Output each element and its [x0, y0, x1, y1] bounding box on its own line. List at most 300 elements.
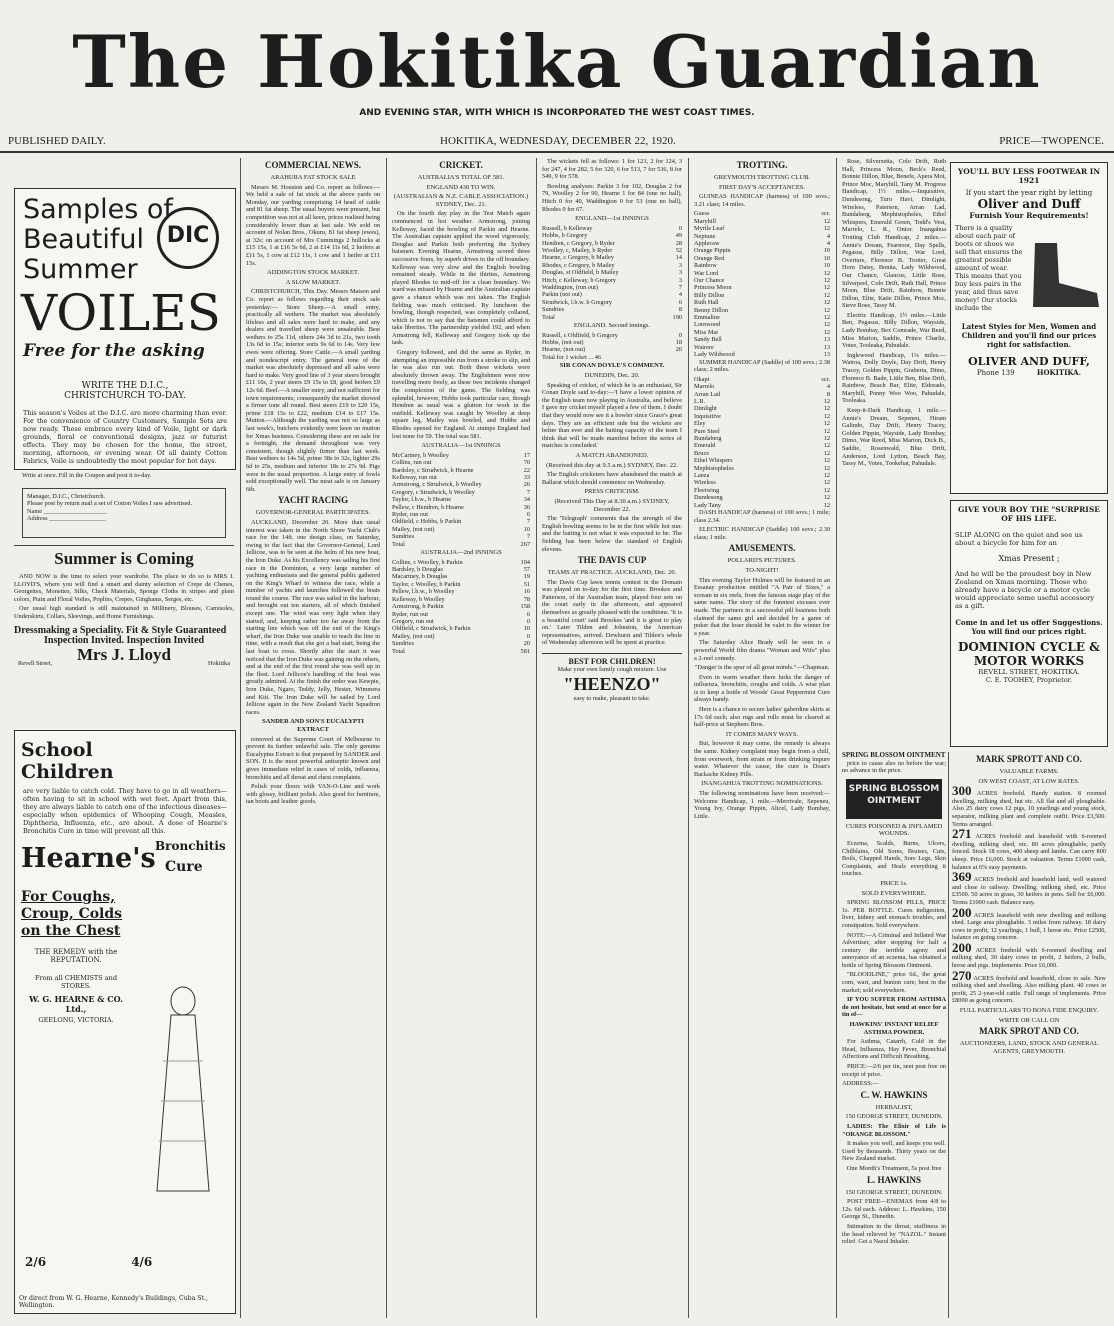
spring-head: SPRING BLOSSOM OINTMENT — [842, 752, 946, 759]
free-for-asking: Free for the asking — [23, 341, 205, 361]
farm-6-size: 270 — [952, 967, 972, 983]
comes-heading: IT COMES MANY WAYS. — [725, 730, 799, 738]
table-row — [694, 391, 830, 398]
row-name: Bruce — [694, 449, 710, 457]
hearne-direct: Or direct from W. G. Hearne, Kennedy's Buildings, Cuba St., Wellington. — [19, 1295, 208, 1309]
row-name: Hearne, c Gregory, b Mailey — [542, 254, 614, 262]
row-value: 12 — [823, 449, 830, 457]
row-value: 20 — [523, 640, 530, 648]
table-row — [694, 210, 830, 217]
row-name: Eley — [694, 420, 706, 428]
row-value: 158 — [520, 603, 530, 611]
coupon-address-field[interactable]: Address __________________ — [27, 515, 106, 523]
eng-innings-heading: ENGLAND—1st INNINGS — [575, 215, 649, 223]
row-name: Miss Mat — [694, 328, 718, 336]
row-value: 12 — [823, 486, 830, 494]
row-name: Collins, c Woolley, b Parkin — [392, 558, 463, 566]
row-value: 17 — [523, 451, 530, 459]
table-row — [694, 292, 830, 299]
hearne-company: W. G. HEARNE & CO. Ltd., — [29, 994, 123, 1014]
inangahua-heading: INANGAHUA TROTTING NOMINATIONS. — [701, 780, 823, 788]
farm-2-size: 271 — [952, 826, 972, 842]
lloyd-body: AND NOW is the time to select your wardrobe. The place to do so is MRS J. LLOYD'S, where you will find a smart and dainty selection of Crepe de Chenes, Georgettes, Monettes, Silks, Check Materials, Sponge Cloths in stripes and plain colors, Piain and Floral Voiles, Poplins, Crepes, Ginghams, Serges, etc. — [14, 573, 234, 603]
dominion-name: DOMINION CYCLE & MOTOR WORKS — [958, 640, 1100, 668]
aus-innings-heading: AUSTRALIA—1st INNINGS — [421, 442, 501, 450]
cricket-continued-column — [542, 158, 682, 1318]
table-row: Total 581 — [392, 647, 530, 655]
row-name: Princess Moon — [694, 284, 732, 292]
table-row — [694, 494, 830, 501]
table-row — [694, 218, 830, 225]
mark-sprott-advertisement — [952, 752, 1106, 1318]
davis-cup-body: The Davis Cup lawn tennis contest in the Domain was played on to-day for the first time. Brookes and Patterson, of the Australian team, played four sets on the court early in the afternoon, and appeared themselves as greatly pleased with the conditions. 'It is a beautiful court' said Brookes 'and it is great to play on.' Later Tilden and Johnston, the American representatives, arrived. Dewhurst and Tilden's whole of Wednesday afternoon will be spent at practice. — [542, 578, 682, 647]
row-name: Sundries — [392, 533, 415, 541]
cricket-body-2: Gregory followed, and did the same as Ryder, in attempting an impossible run from a stroke to slip, and he was also run out. Both these wickets were absolutely thrown away. The Englishmen were now travelling more freely, as these two incidents changed the complexion of the game. The fielding was splendid, however, Hobbs took particular care, though Hendren as usual was a glutton for work in the outfield. Kelleway was caught by Woolley at deep square leg, Mailey was bowled, and Hobbs and Rhodes opened for England. At stumps England had lost none for 59. The total was 581. — [392, 349, 530, 440]
row-name: Mailey, (not out) — [392, 525, 435, 533]
spring-head-sub: price to cause also no before the war; no advance in the price. — [842, 759, 946, 775]
row-name: Rhodes, c Gregory, b Mailey — [542, 261, 615, 269]
england-to-win: ENGLAND 430 TO WIN. — [426, 183, 496, 191]
table-row — [542, 232, 682, 239]
farm-4: ACRES leasehold with new dwelling and milking shed. Large area ploughable. 3 miles from railway. 18 dairy cows in profit, 12 yearlings, 1 bull, 1 horse etc. Price £2500, balance on going concern. — [952, 911, 1106, 942]
row-value: 12 — [823, 328, 830, 336]
lloyd-body-2: Our usual high standard is still maintained in Millinery, Blouses, Camisoles, Underskirts, Collars, Sleevings, and Home Furnishings. — [14, 605, 234, 620]
farm-5: ACRES freehold with 6-roomed dwelling and milking shed, 30 dairy cows in profit, 2 heifers, 2 bulls, horse and pigs. Implements. Price £6,000. — [952, 946, 1106, 970]
row-name: Kelleway, b Woolley — [392, 595, 445, 603]
oliver-name: OLIVER AND DUFF, — [968, 355, 1090, 368]
row-value: 57 — [523, 566, 530, 574]
cricket-heading: CRICKET. — [439, 160, 483, 170]
row-name: Taylor, l.b.w., b Hearne — [392, 496, 452, 504]
row-name: Ruth Hall — [694, 299, 719, 307]
trotting-heading: TROTTING. — [736, 160, 788, 170]
row-value: 12 — [823, 291, 830, 299]
row-name: Bundaberg — [694, 434, 722, 442]
table-row — [694, 329, 830, 336]
row-value: 3 — [678, 269, 682, 277]
table-row — [694, 344, 830, 351]
row-value: 6 — [526, 610, 530, 618]
sprott-sub: VALUABLE FARMS. — [999, 768, 1059, 775]
doyle-sub: DUNEDIN, Dec. 20. — [584, 372, 640, 380]
abandoned-body: The English cricketers have abandoned the match at Ballarat which should commence on Wednesday. — [542, 471, 682, 486]
spring-sold: SOLD EVERYWHERE. — [861, 889, 927, 897]
dash-handicap: DASH HANDICAP (harness) of 100 sovs.; 1 mile; class 2.34. — [694, 509, 830, 524]
farm-1-size: 300 — [952, 783, 972, 799]
row-name: Pellew, l.b.w., b Woolley — [392, 588, 455, 596]
table-row — [694, 420, 830, 427]
row-name: Orange Pippin — [694, 247, 731, 255]
row-name: Ryder, run out — [392, 511, 429, 519]
row-value: 12 — [823, 412, 830, 420]
table-row — [392, 481, 530, 488]
arahura-heading: ARAHURA FAT STOCK SALE — [270, 174, 356, 181]
press-heading: PRESS CRITICISM. — [584, 488, 640, 496]
farm-3-size: 369 — [952, 869, 972, 885]
row-value: 51 — [523, 580, 530, 588]
yacht-heading: YACHT RACING — [277, 495, 349, 506]
row-name: Mephistopheles — [694, 464, 734, 472]
coupon-address-label: Address — [27, 515, 48, 523]
table-row — [694, 398, 830, 405]
row-value: 10 — [523, 625, 530, 633]
table-row — [694, 376, 830, 383]
coupon-addressee: Manager, D.I.C., Christchurch. — [27, 492, 106, 500]
table-row — [542, 306, 682, 313]
best-for-children: BEST FOR CHILDREN! — [568, 657, 656, 667]
arahura-body: Messrs M. Houston and Co. report as follows:— We held a sale of fat stock at the above yards on Monday, our yarding comprising 14 head of cattle and 81 fat sheep. The usual buyers were present, but competition was not at all keen, prices realised being considerably lower than at last sale. We sold on account of Nolan Bros., Okuru, 81 fat sheep (ewes), at 32s; on account of Mrs Cummings 2 bullocks at £15 15s, 1 at £16 5s 6d, 2 at £14 11s 6d, 2 heifers at £11 5s, 1 cow at £12 11s, 1 cow and 1 heifer at £11 15s. — [246, 183, 380, 267]
row-value: 7 — [526, 488, 530, 496]
oliver-body: There is a quality about each pair of boots or shoes we sell that ensures the greatest possible amount of wear. This means that you buy less pairs in the year, and thus save money! Our stocks include the — [955, 224, 1023, 312]
row-value: 12 — [823, 442, 830, 450]
oliver-slogan: YOU'LL BUY LESS FOOTWEAR IN 1921 — [957, 167, 1101, 185]
table-row — [694, 225, 830, 232]
inangahua-body: The following nominations have been received:— Welcome Handicap, 1 mile.—Merrivale, Sepeneu, Young Ivy, Orange Pippin, Alicel, Lady Bombay, Little. — [694, 790, 830, 820]
oliver-phone: Phone 139 — [976, 369, 1015, 377]
table-row — [542, 225, 682, 232]
row-value: 28 — [675, 239, 682, 247]
row-value: scr. — [821, 210, 830, 218]
hawkins-herbalist: HERBALIST, — [875, 1103, 913, 1111]
lloyd-name: Mrs J. Lloyd — [77, 644, 171, 664]
spring-placard: SPRING BLOSSOM OINTMENT — [846, 779, 942, 819]
table-row — [694, 487, 830, 494]
school-children-heading: School Children — [21, 739, 114, 783]
amusements-heading: AMUSEMENTS. — [728, 543, 796, 554]
row-name: Hobbs, (not out) — [542, 339, 584, 347]
row-value: 4 — [678, 291, 682, 299]
row-value: 7 — [526, 533, 530, 541]
spring-asthma: IF YOU SUFFER FROM ASTHMA do not hesitate, but send at once for a tin of— — [842, 996, 946, 1019]
table-row — [392, 625, 530, 632]
table-row — [392, 489, 530, 496]
dominion-slip: SLIP ALONG on the quiet and see us about a bicycle for him for an — [955, 531, 1083, 547]
table-row — [694, 472, 830, 479]
row-name: Lanza — [694, 471, 710, 479]
danger-body: Even in warm weather there lurks the danger of influenza, bronchitis, coughs and colds. A wise plan is to keep a bottle of Woods' Great Peppermint Cure always handy. — [694, 673, 830, 704]
table-row — [542, 346, 682, 353]
row-name: Strudwick, l.b.w. b Gregory — [542, 298, 613, 306]
row-value: 12 — [823, 434, 830, 442]
hawkins-address: ADDRESS:— — [842, 1080, 879, 1088]
row-name: Lady Tany — [694, 501, 721, 509]
row-value: 12 — [823, 420, 830, 428]
summer-entries — [694, 376, 830, 509]
sprott-full: FULL PARTICULARS TO BONA FIDE ENQUIRY. — [959, 1007, 1099, 1015]
abandoned-heading: A MATCH ABANDONED. — [575, 451, 649, 459]
row-name: Armstrong, c Strudwick, b Woolley — [392, 481, 482, 489]
row-value: 10 — [823, 254, 830, 262]
row-name: Billy Dillon — [694, 291, 725, 299]
table-row — [392, 533, 530, 540]
oliver-town: HOKITIKA. — [1036, 368, 1082, 377]
spring-price: PRICE 1s. — [880, 879, 908, 887]
row-value: 19 — [523, 573, 530, 581]
lloyd-heading: Summer is Coming — [54, 549, 194, 568]
table-row — [694, 336, 830, 343]
row-name: Gregory, c Strudwick, b Woolley — [392, 488, 475, 496]
row-value: 12 — [823, 306, 830, 314]
masthead-subtitle: AND EVENING STAR, WITH WHICH IS INCORPORATED THE WEST COAST TIMES. — [359, 108, 755, 118]
nominations-body: Rose, Silverzetta, Colo Drift, Ruth Hall, Princess Moon, Beck's Reed, Bonnie Dillon, Blue, Benefe, Apera Mot, Prince Moc, Maryhill, Tany M. Progress Handicap, 1½ miles.—Inquisitive, Dundesong, Turo Havi, Dimlight, Wireless, Paterson, Arran Lad, Bundaberg, Mephistopheles, Ethel Whispers, Emerald Green, Todd's Vest, Marrelo, L. R., Onior. Inangahua Trotting Club Handicap, 2 miles.—Annie's Dream, Fearnoor, Day Spells, Pegasus, Billy Dillon, War Lord, Overture, Florence B. Trotter, Great Horn Daisy, Bonita, Lady Wildwood, Our Chance, Glaucus, Little Rose, Silverpeel, Colo Drift, Ruth Hall, Prince Moon, Blue Drift, Rainbow, Bonnie Dillon, Elite, Katie Dillon, Prince Moc, Steve Rose, Tassy M. — [842, 158, 946, 310]
table-row — [542, 247, 682, 254]
table-row — [392, 504, 530, 511]
column-rule — [536, 158, 537, 1318]
comes-body: But, however it may come, the remedy is always the same. Kidney complaint may begin from a chill, from overwork, from strain or from drinking impure water. Whatever the cause, the cure is Doan's Backache Kidney Pills. — [694, 740, 830, 778]
row-value: 13 — [823, 351, 830, 359]
dominion-advertisement — [950, 500, 1108, 747]
row-value: 12 — [823, 427, 830, 435]
row-name: Fleetwing — [694, 486, 720, 494]
spring-note: NOTE:—A Criminal and Inflated War Advertiser, after stopping for half a century the terrible agony and annoyance of an eczema, has obtained a bottle of Spring Blossom Ointment. — [842, 931, 946, 969]
row-value: 12 — [823, 277, 830, 285]
row-value: 12 — [823, 299, 830, 307]
eng-second-innings — [542, 332, 682, 354]
table-row — [694, 233, 830, 240]
post-free: POST FREE—ENEMAS from 4/8 to 12s. 6d each. Address: L. Hawkins, 150 George St., Dunedin. — [842, 1198, 946, 1221]
row-name: Okapi — [694, 375, 710, 383]
table-row — [694, 435, 830, 442]
month-treatment: One Month's Treatment, 5s post free — [846, 1164, 942, 1172]
row-value: 6 — [526, 511, 530, 519]
cure-label: Cure — [165, 859, 203, 875]
row-name: Maryhill — [694, 217, 717, 225]
inspection-line: Inspection Invited. Inspection Invited — [43, 635, 205, 647]
electric-handicap: ELECTRIC HANDICAP (Saddle) 100 sovs.; 2.30 class; 1 mile. — [694, 526, 830, 541]
price: PRICE—TWOPENCE. — [999, 135, 1104, 147]
table-row — [542, 291, 682, 298]
row-name: Macartney, b Douglas — [392, 573, 448, 581]
row-value: 104 — [520, 558, 530, 566]
lloyd-town: Hokitika — [207, 660, 230, 668]
row-name: Ryder, run out — [392, 610, 429, 618]
table-row — [392, 518, 530, 525]
row-name: Hitch, c Kelleway, b Gregory — [542, 276, 617, 284]
sander-heading: SANDER AND SON'S EUCALYPTI EXTRACT — [262, 718, 364, 733]
nazol: Intimation in the throat, stuffiness in the head relieved by "NAZOL." Instant relief. Get a Nazol Inhaler. — [842, 1222, 946, 1246]
dominion-proud: And he will be the proudest boy in New Zealand on Xmas morning. Those who already have a bicycle or a motor cycle would appreciate some useful accessory as a gift. — [955, 570, 1095, 610]
dic-coupon[interactable] — [22, 488, 226, 538]
table-row — [542, 284, 682, 291]
oliver-duff-advertisement — [950, 162, 1108, 494]
sprott-west: ON WEST COAST, AT LOW RATES. — [978, 777, 1080, 785]
cable-line: (AUSTRALIAN & N.Z. CABLE ASSOCIATION.) SYDNEY, Dec. 21. — [393, 193, 529, 208]
eng-first-innings — [542, 225, 682, 321]
oliver-if: If you start the year right by letting — [965, 189, 1093, 197]
doyle-heading: SIR CONAN DOYLE'S COMMENT. — [559, 362, 665, 370]
table-row — [542, 277, 682, 284]
sander-body: removed at the Supreme Court of Melbourne to prevent its further unlawful sale. The only genuine Eucalyptus Extract is that prepared by SANDER and SON. It is the most powerful antiseptic known and gives immediate relief in cases of colds, influenza, bronchitis and all throat and chest complaints. — [246, 735, 380, 781]
summer-handicap: SUMMER HANDICAP (Saddle) of 100 sovs.; 2.38 class; 2 miles. — [694, 358, 830, 374]
row-value: 12 — [823, 501, 830, 509]
lloyd-advertisement — [14, 545, 234, 721]
l-hawkins-address: 150 GEORGE STREET, DUNEDIN. — [845, 1188, 943, 1196]
hawkins-price: PRICE:—2/6 per tin, sent post free on receipt of price. — [842, 1063, 946, 1078]
dic-advertisement — [14, 188, 236, 470]
table-row — [694, 307, 830, 314]
table-row — [542, 332, 682, 339]
row-name: Parkin (not out) — [542, 291, 582, 299]
table-row — [392, 496, 530, 503]
heenzo-easy: easy to make, pleasant to take. — [573, 695, 651, 703]
dominion-street: REVELL STREET, HOKITIKA. — [978, 668, 1080, 676]
skirts-chance: Here is a chance to secure ladies' gaberdine skirts at 17s 6d each; also rugs and rolls must be cleared at half-price at Stephens Bros. — [694, 706, 830, 729]
column-rule — [948, 752, 949, 1318]
keepit-nominations: Keep-it-Dark Handicap, 1 mile.—Annie's Dream, Sepeneu, Hiram Galindo, Day Drift, Henry Tracey, Golden Pippin, Wayside, Lady Bombay, Dimo, War Reed, Miss Marion, Dick B., Saddie, Rosenwald, Blue Drift, Anderson, Lord Lytton, Beach Bay, Tassy M., Votee, Tookehat, Pahudale. — [842, 407, 946, 468]
row-name: Marrelo — [694, 383, 715, 391]
row-value: 6 — [678, 298, 682, 306]
table-row — [392, 559, 530, 566]
row-value: 8 — [826, 390, 830, 398]
table-row — [542, 240, 682, 247]
pollard-body: This evening Taylor Holmes will be featured in an Essanay production entitled "A Pair of Sixes," a scream in six reels, from the famous stage play of the same name. The story of the funniest excuses ever made. The partners in a successful pill business both claimed the same girl and decided by a game of poker that the loser should be valet to the winner for a year. — [694, 576, 830, 637]
yacht-body: AUCKLAND, December 20. More than usual interest was taken in the North Shore Yacht Club's race for the 14ft. one design class, on Saturday, owing to the fact that the Governor-General, Lord Jellicoe, was to be seen at the helm of his new boat, the Iron Duke. As his Excellency was sailing his first race in the Dominion, a very large number of yachting enthusiasts and the general public gathered on the King's Wharf to witness the race, while a number of yachts and launches followed the boats round the course. The race was sailed in the harbour, and brought out ten starters, all of which finished except one. The wind was very light when they started, and, keeping rather too far away from the starting line which was off the end of the King's wharf, the Iron Duke was unable to reach the line in time, with a result that she got a bad start, being the last boat to cross. Shortly after the start it was noticed that the Iron Duke was gaining on the others, and at the end of the first round she was well up in the fleet. Lord Jellicoe's handling of the boat was greatly admired. At the finish the order was Kewpie, Iron Duke, Ngaro, Teddy, Jelly, Hester, Wimmera and Kiti. The Iron Duke will be sailed by Lord Jellicoe again in the New Zealand Yacht Squadron races. — [246, 518, 380, 716]
table-row — [694, 270, 830, 277]
spring-blood: "BLOODLINE," price 6d., the great corn, wart, and bunion cure; best in the market; sold everywhere. — [842, 971, 946, 994]
guineas-entries — [694, 210, 830, 358]
row-name: Benny Dillon — [694, 306, 729, 314]
dominion-prop: C. E. TOOHEY, Proprietor. — [985, 676, 1073, 684]
row-name: Sundries — [542, 306, 565, 314]
table-row — [694, 502, 830, 509]
row-value: 14 — [675, 254, 682, 262]
masthead — [0, 0, 1114, 118]
row-value: 4 — [826, 232, 830, 240]
table-row — [392, 581, 530, 588]
aus-innings2-total: 581 — [520, 647, 530, 655]
hawkins-heading: HAWKINS' INSTANT RELIEF ASTHMA POWDER. — [849, 1021, 939, 1036]
row-value: 12 — [823, 217, 830, 225]
row-value: 12 — [823, 284, 830, 292]
table-row — [694, 479, 830, 486]
column-rule — [386, 158, 387, 1318]
table-row — [694, 284, 830, 291]
row-value: 0 — [526, 617, 530, 625]
oliver-firm: Oliver and Duff — [977, 197, 1081, 211]
press-body: The 'Telegraph' comments that the strength of the English bowling seems to be in the first while hot sun: and the batting is not what it was expected to be. The fielding has been below the standard of English elevens. — [542, 515, 682, 553]
dic-title-line-1: Samples of — [23, 194, 173, 225]
row-name: Wairere — [694, 343, 714, 351]
table-row — [392, 566, 530, 573]
electric-nominations: Electric Handicap, 1½ miles.—Little Ben, Pegasus, Billy Dillon, Wayside, Lady Bombay, Bex Comrade, War Reed, Miss Marion, Saddie, Prince Charlie, Votee, Tooleaka, Pahudale. — [842, 311, 946, 350]
row-name: Emerald — [694, 442, 716, 450]
row-value: 12 — [823, 457, 830, 465]
row-name: Guess — [694, 210, 710, 218]
row-name: Russell, c Oldfield, b Gregory — [542, 331, 618, 339]
coughs-heading: For Coughs, Croup, Colds on the Chest — [21, 889, 123, 939]
hawkins-name: C. W. HAWKINS — [860, 1089, 928, 1100]
l-hawkins: L. HAWKINS — [866, 1174, 921, 1185]
dic-title-line-3: Summer — [23, 254, 138, 285]
hawkins-street: 150 GEORGE STREET, DUNEDIN. — [845, 1113, 943, 1121]
aus-first-innings — [392, 452, 530, 548]
row-name: Oldfield, c Hobbs, b Parkin — [392, 518, 462, 526]
table-row — [392, 452, 530, 459]
table-row — [694, 428, 830, 435]
row-value: 12 — [823, 464, 830, 472]
sprott-auct: AUCTIONEERS, LAND, STOCK AND GENERAL AGENTS, GREYMOUTH. — [959, 1040, 1099, 1055]
farm-6: ACRES freehold and leasehold, close to sale. New milking shed and dwelling. Also milking plant. 40 cows in profit, 25 2-year-old cattle. Full range of implements. Price £8000 as going concern. — [952, 974, 1106, 1005]
davis-cup-heading: THE DAVIS CUP — [577, 555, 647, 566]
table-row — [392, 618, 530, 625]
row-name: Myrtle Leaf — [694, 225, 725, 233]
row-name: Emmaline — [694, 314, 720, 322]
table-row — [694, 457, 830, 464]
dic-title-line-2: Beautiful — [23, 224, 144, 255]
table-row — [392, 633, 530, 640]
aus-second-innings — [392, 559, 530, 655]
table-row — [542, 262, 682, 269]
table-row: Total 190 — [542, 313, 682, 321]
table-row — [542, 299, 682, 306]
dic-body: This season's Voiles at the D.I.C. are more charming than ever. For the convenience of Country Customers, Sample Sets are now ready. These embrace every kind of Voile, light or dark grounds, floral or conventional designs, jazz or futurist effects. They may be chosen for the home, the street, morning, afternoon, or evening wear. Of all dainty Cotton Fabrics, Voile is undoubtedly the most popular for hot days. — [23, 409, 227, 465]
row-name: Woolley, c, Mailey, b Ryder — [542, 246, 613, 254]
first-day: FIRST DAY'S ACCEPTANCES. — [718, 183, 806, 191]
column-rule — [688, 158, 689, 1318]
table-row — [694, 413, 830, 420]
table-row — [694, 262, 830, 269]
row-value: 22 — [523, 466, 530, 474]
inglewood-nominations: Inglewood Handicap, 1¼ miles.—Wairoa, Dolly Doyle, Day Drift, Henry Tracey, Golden Pippin, Graberta, Dimo, Florence B. Bade, Little Ben, Blue Drift, Rainbow, Beach Bar, Elite, Eldorado, Maryhill, Ponny Woo Woo, Pahudale, Tooleaka. — [842, 351, 946, 405]
row-name: Collins, run out — [392, 459, 432, 467]
row-name: Kelleway, run out — [392, 474, 437, 481]
row-value: 26 — [523, 481, 530, 489]
table-row: Total 267 — [392, 540, 530, 548]
row-name: Bardsley, c Strudwick, b Hearne — [392, 466, 474, 474]
trotting-column — [694, 158, 830, 1318]
heenzo-brand: "HEENZO" — [563, 674, 661, 695]
issue-date: HOKITIKA, WEDNESDAY, DECEMBER 22, 1920. — [440, 135, 676, 147]
row-value: 49 — [675, 232, 682, 240]
row-value: 12 — [823, 405, 830, 413]
eng-innings2-heading: ENGLAND. Second innings. — [573, 322, 651, 330]
table-row — [694, 321, 830, 328]
australia-total: AUSTRALIA'S TOTAL OF 581. — [417, 174, 505, 181]
row-name: Hendren, c Gregory, b Ryder — [542, 239, 615, 247]
eng-innings2-total: Total for 1 wicket ... 46 — [542, 353, 602, 361]
dressmaking-line: Dressmaking a Speciality. Fit & Style Guaranteed — [14, 624, 227, 636]
dateline — [0, 135, 1114, 153]
row-name: L.R. — [694, 397, 706, 405]
row-value: 7 — [678, 284, 682, 291]
farm-1: ACRES freehold. Handy station. 8 roomed dwelling, milking shed, hut etc. All flat and all ploughable. Also 25 dairy cows 12 pigs, 10 yearlings and young stock, separator, milking plant and complete outfit. Price £3,500. Terms arranged. — [952, 790, 1106, 828]
farm-4-size: 200 — [952, 904, 972, 920]
table-row — [392, 611, 530, 618]
sprott-sign: MARK SPROT AND CO. — [979, 1026, 1079, 1037]
row-name: Neptune — [694, 232, 716, 240]
write-once: Write at once. Fill in the Coupon and post it to-day. — [22, 472, 152, 479]
hawkins-body: For Asthma, Catarrh, Cold in the Head, Influenza, Hay Fever, Bronchial Affections and Difficult Breathing. — [842, 1038, 946, 1061]
row-value: 7 — [526, 518, 530, 526]
row-value: 16 — [523, 588, 530, 596]
ladies-heading: LADIES: The Elixir of Life is "ORANGE BLOSSOM." — [842, 1122, 946, 1138]
row-name: Oldfield, c Strudwick, b Parkin — [392, 625, 471, 633]
row-value: 0 — [678, 224, 682, 232]
row-name: Applecaw — [694, 240, 720, 247]
table-row — [392, 511, 530, 518]
dic-coupon-area — [14, 470, 234, 544]
newspaper-title: The Hokitika Guardian — [72, 19, 1042, 104]
row-name: Pure Steel — [694, 427, 720, 435]
slow-market: A SLOW MARKET. — [285, 278, 341, 286]
table-row — [694, 450, 830, 457]
row-name: Douglas, st Oldfield, b Mailey — [542, 269, 619, 277]
coupon-name-field[interactable]: Name ____________________ — [27, 507, 107, 515]
row-value: 70 — [523, 459, 530, 467]
table-row — [694, 299, 830, 306]
row-name: Russell, b Kelleway — [542, 224, 593, 232]
row-value: 12 — [823, 397, 830, 405]
